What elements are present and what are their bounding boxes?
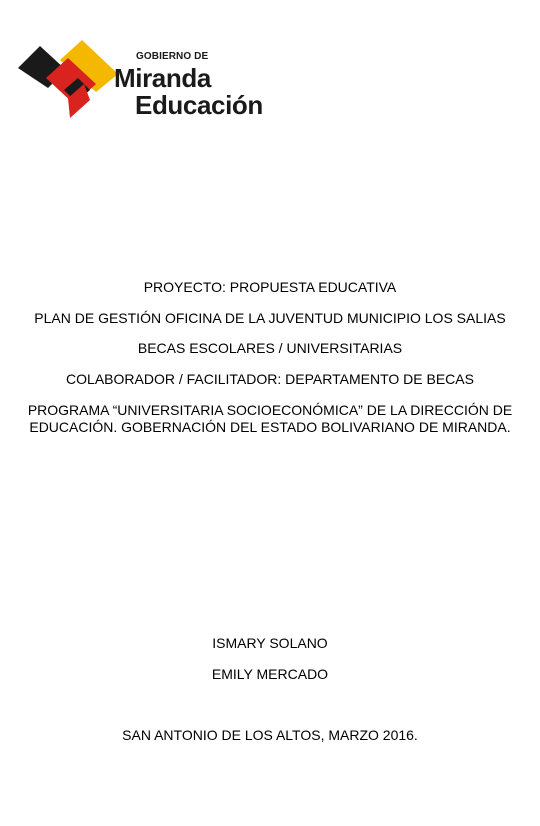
- project-title: PROYECTO: PROPUESTA EDUCATIVA: [143, 279, 397, 295]
- plan-title: PLAN DE GESTIÓN OFICINA DE LA JUVENTUD MUNICIPIO LOS SALIAS: [34, 310, 506, 326]
- miranda-educacion-logo: [18, 40, 263, 122]
- logo-title-line1: Miranda: [114, 63, 211, 93]
- logo-mark-icon: [18, 40, 118, 120]
- colaborador-line: COLABORADOR / FACILITADOR: DEPARTAMENTO DE BECAS: [66, 371, 474, 387]
- logo-title-line2: Educación: [135, 90, 263, 120]
- programa-paragraph: PROGRAMA “UNIVERSITARIA SOCIOECONÓMICA” DE LA DIRECCIÓN DE EDUCACIÓN. GOBERNACIÓN DEL ESTADO BOLIVARIANO DE MIRANDA.: [27, 402, 513, 435]
- place-date: SAN ANTONIO DE LOS ALTOS, MARZO 2016.: [122, 727, 418, 743]
- author-name-2: EMILY MERCADO: [211, 666, 329, 682]
- author-name-1: ISMARY SOLANO: [212, 635, 328, 651]
- logo-small-text: GOBIERNO DE: [136, 51, 209, 62]
- becas-title: BECAS ESCOLARES / UNIVERSITARIAS: [137, 340, 403, 356]
